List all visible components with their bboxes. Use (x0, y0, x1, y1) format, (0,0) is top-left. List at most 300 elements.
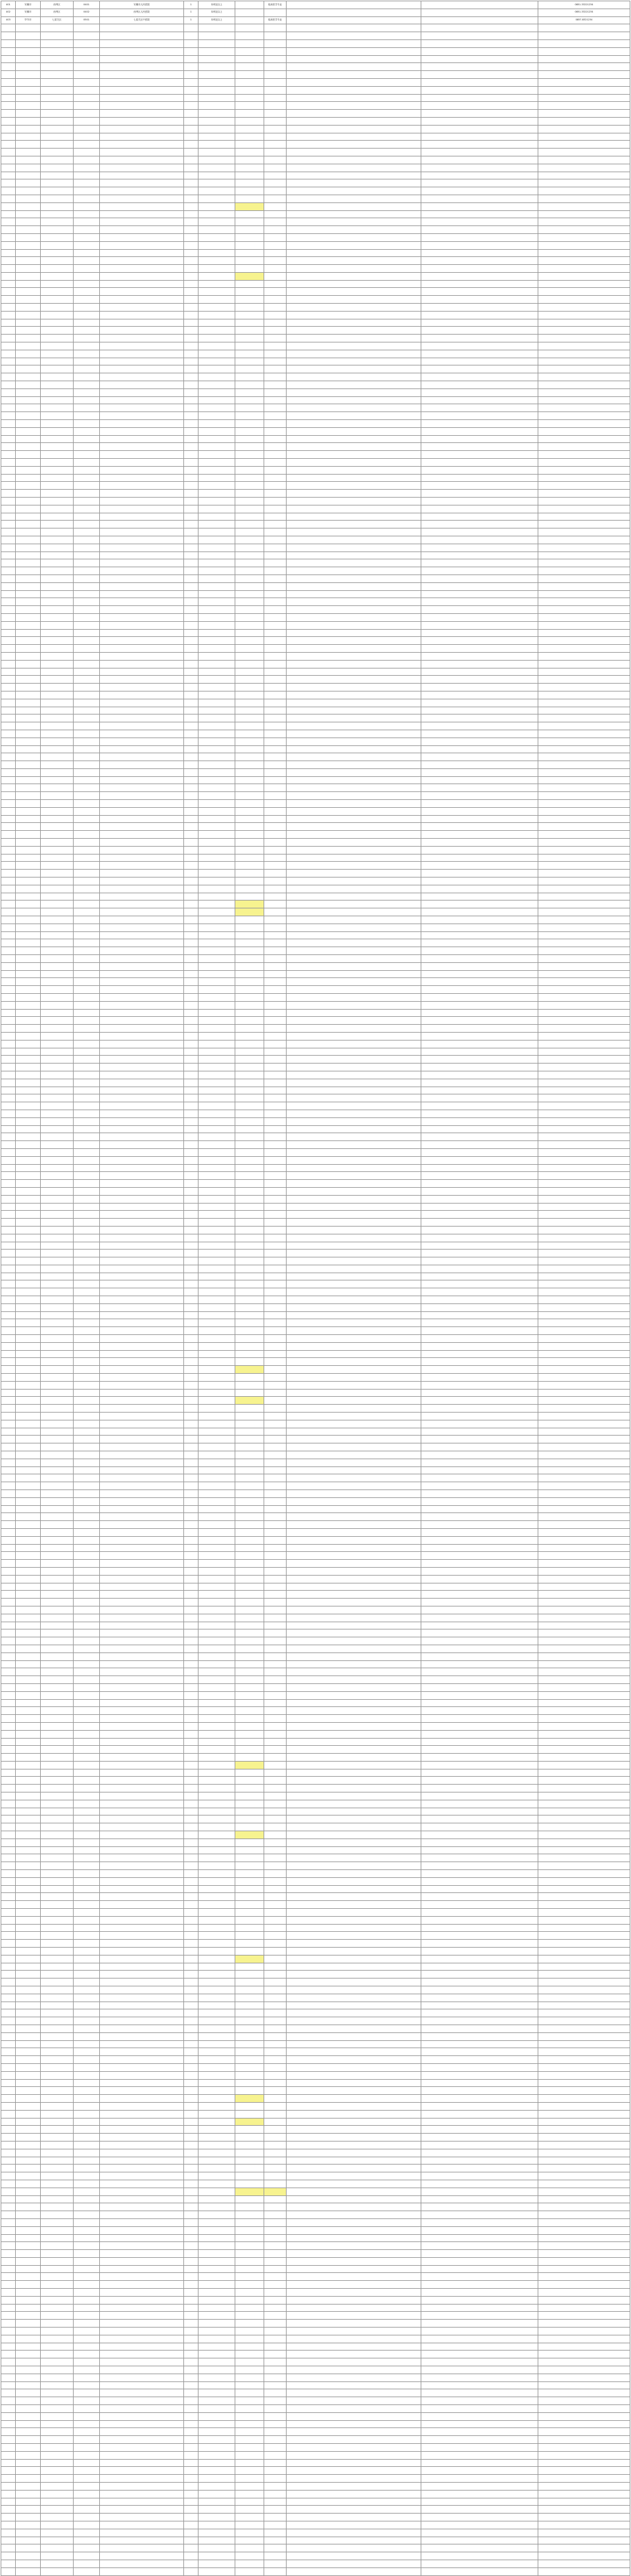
cell-count (184, 1025, 199, 1033)
cell-major (264, 218, 287, 226)
cell-other (287, 2257, 421, 2265)
cell-unit (100, 699, 184, 707)
cell-phone (538, 2087, 630, 2095)
cell-county (41, 474, 74, 482)
cell-code (74, 1606, 100, 1614)
table-row (1, 2087, 630, 2095)
cell-code (74, 296, 100, 304)
cell-degree (235, 1335, 264, 1343)
cell-unit (100, 2537, 184, 2544)
cell-notes (421, 606, 538, 614)
cell-city (16, 63, 41, 71)
cell-education (199, 684, 235, 691)
cell-code (74, 1187, 100, 1195)
cell-unit (100, 2374, 184, 2381)
cell-no (1, 1187, 16, 1195)
cell-other (287, 1505, 421, 1513)
cell-notes (421, 621, 538, 629)
table-row (1, 1629, 630, 1637)
cell-city (16, 296, 41, 304)
cell-unit (100, 1854, 184, 1862)
cell-code (74, 768, 100, 776)
cell-county (41, 862, 74, 870)
cell-major (264, 1676, 287, 1684)
cell-major (264, 1754, 287, 1762)
cell-unit (100, 2203, 184, 2211)
cell-major (264, 559, 287, 567)
cell-degree (235, 567, 264, 575)
cell-education (199, 1459, 235, 1466)
cell-count (184, 1536, 199, 1544)
cell-county (41, 2110, 74, 2118)
cell-other (287, 16, 421, 24)
cell-phone (538, 1637, 630, 1645)
cell-phone (538, 1288, 630, 1296)
cell-other (287, 1226, 421, 1234)
cell-education (199, 2203, 235, 2211)
cell-phone (538, 1195, 630, 1203)
cell-unit (100, 156, 184, 164)
cell-no (1, 1986, 16, 1994)
cell-major (264, 2242, 287, 2250)
cell-city (16, 2211, 41, 2219)
cell-other (287, 1466, 421, 1474)
cell-major (264, 498, 287, 505)
cell-phone (538, 2514, 630, 2521)
cell-education (199, 1746, 235, 1754)
cell-degree (235, 1327, 264, 1335)
cell-county (41, 1242, 74, 1250)
cell-degree (235, 2397, 264, 2405)
cell-county (41, 1544, 74, 1552)
cell-other (287, 551, 421, 559)
cell-degree (235, 2514, 264, 2521)
table-row (1, 831, 630, 839)
table-row (1, 1482, 630, 1490)
cell-count (184, 1211, 199, 1219)
cell-notes (421, 1056, 538, 1064)
cell-phone (538, 1250, 630, 1257)
cell-notes (421, 272, 538, 280)
cell-count (184, 994, 199, 1002)
cell-major (264, 1257, 287, 1265)
cell-count (184, 1319, 199, 1327)
cell-major (264, 133, 287, 141)
cell-notes (421, 761, 538, 769)
cell-major (264, 613, 287, 621)
cell-major (264, 1699, 287, 1707)
cell-count (184, 396, 199, 404)
cell-degree (235, 2056, 264, 2064)
cell-degree (235, 1296, 264, 1304)
cell-city (16, 831, 41, 839)
cell-county (41, 412, 74, 420)
cell-city (16, 691, 41, 699)
cell-other (287, 1808, 421, 1815)
cell-notes (421, 908, 538, 916)
cell-city (16, 249, 41, 257)
cell-county (41, 2273, 74, 2281)
cell-degree (235, 1591, 264, 1599)
table-row (1, 1405, 630, 1413)
cell-no (1, 187, 16, 195)
cell-city (16, 335, 41, 342)
cell-code (74, 637, 100, 645)
cell-degree (235, 846, 264, 854)
cell-county (41, 1056, 74, 1064)
table-row (1, 2149, 630, 2157)
cell-education (199, 1226, 235, 1234)
cell-major (264, 2451, 287, 2459)
cell-major (264, 1459, 287, 1466)
table-row (1, 172, 630, 179)
cell-education (199, 2141, 235, 2149)
cell-unit (100, 2250, 184, 2258)
cell-unit (100, 2506, 184, 2514)
cell-no (1, 1924, 16, 1932)
table-row (1, 2165, 630, 2172)
cell-degree (235, 9, 264, 16)
cell-notes (421, 1017, 538, 1025)
cell-city (16, 2218, 41, 2226)
cell-notes (421, 684, 538, 691)
cell-code (74, 2141, 100, 2149)
cell-no (1, 2506, 16, 2514)
cell-major (264, 1381, 287, 1389)
cell-no (1, 1342, 16, 1350)
cell-county (41, 893, 74, 901)
cell-notes (421, 435, 538, 443)
cell-degree (235, 94, 264, 102)
cell-code (74, 304, 100, 312)
spreadsheet-table (1, 1, 630, 2576)
cell-no (1, 2211, 16, 2219)
cell-degree (235, 2343, 264, 2351)
cell-degree (235, 412, 264, 420)
cell-county (41, 78, 74, 86)
table-row (1, 2320, 630, 2328)
cell-unit (100, 1040, 184, 1048)
cell-count (184, 1164, 199, 1172)
cell-code (74, 149, 100, 156)
table-row (1, 1366, 630, 1374)
cell-unit (100, 2296, 184, 2304)
cell-count (184, 1606, 199, 1614)
cell-degree (235, 1397, 264, 1405)
table-row (1, 1001, 630, 1009)
cell-code (74, 1963, 100, 1971)
cell-other (287, 1575, 421, 1583)
cell-other (287, 901, 421, 908)
cell-city (16, 994, 41, 1002)
cell-education (199, 668, 235, 676)
cell-unit (100, 435, 184, 443)
cell-degree (235, 2296, 264, 2304)
cell-city (16, 1800, 41, 1808)
cell-no (1, 2328, 16, 2335)
cell-no (1, 1056, 16, 1064)
cell-degree (235, 1746, 264, 1754)
cell-code (74, 358, 100, 365)
cell-count (184, 335, 199, 342)
cell-county (41, 1087, 74, 1094)
cell-phone (538, 714, 630, 722)
cell-no (1, 2358, 16, 2366)
cell-education (199, 110, 235, 118)
cell-no (1, 1622, 16, 1629)
cell-city (16, 2017, 41, 2025)
cell-count (184, 613, 199, 621)
table-row (1, 792, 630, 800)
cell-code (74, 885, 100, 893)
table-row (1, 1048, 630, 1056)
cell-code (74, 714, 100, 722)
cell-other (287, 908, 421, 916)
cell-education: 本科及以上 (199, 9, 235, 16)
cell-major (264, 233, 287, 241)
cell-phone (538, 1180, 630, 1188)
cell-county (41, 1715, 74, 1723)
cell-code (74, 2514, 100, 2521)
table-row (1, 1948, 630, 1955)
cell-phone (538, 2397, 630, 2405)
cell-major (264, 1071, 287, 1079)
table-row (1, 2257, 630, 2265)
cell-county (41, 2118, 74, 2126)
cell-unit (100, 1443, 184, 1451)
cell-phone (538, 2048, 630, 2056)
cell-education (199, 800, 235, 808)
cell-county (41, 296, 74, 304)
cell-other (287, 2048, 421, 2056)
cell-notes (421, 1242, 538, 1250)
cell-county (41, 2498, 74, 2506)
cell-education (199, 2195, 235, 2203)
cell-county (41, 916, 74, 924)
cell-phone (538, 39, 630, 47)
cell-unit (100, 574, 184, 582)
cell-notes (421, 823, 538, 831)
table-row (1, 482, 630, 490)
cell-other (287, 621, 421, 629)
cell-unit (100, 1350, 184, 1358)
cell-county (41, 482, 74, 490)
cell-degree (235, 149, 264, 156)
cell-count (184, 1079, 199, 1087)
cell-notes (421, 1652, 538, 1660)
cell-major (264, 2071, 287, 2079)
cell-other (287, 373, 421, 381)
cell-education (199, 2242, 235, 2250)
cell-unit (100, 2063, 184, 2071)
cell-unit (100, 233, 184, 241)
cell-county (41, 2351, 74, 2358)
cell-count (184, 1195, 199, 1203)
cell-count (184, 1017, 199, 1025)
table-row (1, 1133, 630, 1141)
cell-count (184, 110, 199, 118)
cell-no (1, 2242, 16, 2250)
cell-city (16, 2226, 41, 2234)
cell-phone (538, 1800, 630, 1808)
cell-degree (235, 2544, 264, 2552)
cell-no (1, 784, 16, 792)
cell-count (184, 544, 199, 551)
cell-major (264, 1513, 287, 1521)
cell-county (41, 2149, 74, 2157)
cell-city (16, 1877, 41, 1885)
cell-education (199, 133, 235, 141)
cell-degree (235, 1064, 264, 1071)
cell-degree (235, 1940, 264, 1948)
cell-other (287, 156, 421, 164)
cell-phone (538, 1583, 630, 1591)
cell-city (16, 1350, 41, 1358)
cell-education (199, 125, 235, 133)
cell-degree (235, 1428, 264, 1436)
cell-count (184, 2134, 199, 2142)
table-row (1, 427, 630, 435)
cell-code (74, 265, 100, 273)
cell-no (1, 1180, 16, 1188)
cell-major (264, 1560, 287, 1568)
cell-other (287, 1955, 421, 1963)
cell-major (264, 536, 287, 544)
cell-major (264, 1032, 287, 1040)
cell-count (184, 574, 199, 582)
cell-county (41, 1327, 74, 1335)
cell-unit (100, 55, 184, 63)
cell-degree (235, 1148, 264, 1156)
cell-unit (100, 1257, 184, 1265)
cell-notes (421, 1087, 538, 1094)
cell-code (74, 1303, 100, 1311)
cell-unit (100, 102, 184, 110)
cell-notes (421, 1482, 538, 1490)
cell-count (184, 1637, 199, 1645)
cell-notes (421, 1420, 538, 1428)
cell-other (287, 1924, 421, 1932)
cell-notes (421, 2149, 538, 2157)
cell-phone (538, 784, 630, 792)
cell-city (16, 574, 41, 582)
cell-degree (235, 924, 264, 931)
cell-code (74, 1366, 100, 1374)
cell-major (264, 2126, 287, 2134)
cell-code (74, 2056, 100, 2064)
cell-notes (421, 420, 538, 428)
cell-no (1, 2412, 16, 2420)
cell-count (184, 1226, 199, 1234)
cell-no (1, 2490, 16, 2498)
cell-major (264, 2328, 287, 2335)
cell-other (287, 1195, 421, 1203)
cell-county (41, 714, 74, 722)
cell-degree (235, 800, 264, 808)
table-row (1, 1730, 630, 1738)
cell-other (287, 536, 421, 544)
cell-phone (538, 133, 630, 141)
cell-county (41, 1932, 74, 1940)
cell-no (1, 2273, 16, 2281)
cell-county (41, 800, 74, 808)
cell-other (287, 1187, 421, 1195)
cell-unit (100, 1366, 184, 1374)
cell-county (41, 1102, 74, 1110)
cell-degree (235, 1079, 264, 1087)
cell-notes (421, 210, 538, 218)
cell-notes (421, 466, 538, 474)
cell-code (74, 544, 100, 551)
cell-notes (421, 1094, 538, 1102)
cell-education (199, 1187, 235, 1195)
cell-city (16, 2032, 41, 2040)
cell-unit (100, 2490, 184, 2498)
cell-code (74, 490, 100, 498)
cell-notes (421, 1079, 538, 1087)
cell-phone (538, 195, 630, 202)
cell-education (199, 195, 235, 202)
cell-major (264, 582, 287, 590)
cell-unit (100, 521, 184, 528)
cell-major (264, 2025, 287, 2032)
cell-code (74, 1490, 100, 1498)
table-row (1, 1327, 630, 1335)
cell-city (16, 1381, 41, 1389)
cell-major (264, 1117, 287, 1125)
cell-degree (235, 1785, 264, 1792)
cell-phone (538, 2475, 630, 2483)
cell-other (287, 1474, 421, 1482)
cell-notes (421, 47, 538, 55)
cell-unit (100, 1606, 184, 1614)
cell-other (287, 1707, 421, 1715)
cell-phone (538, 427, 630, 435)
cell-unit (100, 327, 184, 335)
cell-code (74, 412, 100, 420)
cell-no (1, 2366, 16, 2374)
cell-code (74, 831, 100, 839)
cell-other (287, 1715, 421, 1723)
cell-county (41, 1528, 74, 1536)
cell-notes (421, 202, 538, 210)
cell-count (184, 792, 199, 800)
cell-code (74, 2195, 100, 2203)
cell-unit (100, 2428, 184, 2436)
cell-count (184, 2172, 199, 2180)
cell-count (184, 2118, 199, 2126)
cell-count (184, 2250, 199, 2258)
cell-code (74, 2451, 100, 2459)
cell-degree (235, 117, 264, 125)
cell-no (1, 2320, 16, 2328)
cell-degree (235, 1948, 264, 1955)
cell-education (199, 1668, 235, 1676)
cell-phone (538, 1025, 630, 1033)
cell-major (264, 2343, 287, 2351)
cell-phone (538, 761, 630, 769)
cell-other (287, 1117, 421, 1125)
cell-other (287, 265, 421, 273)
cell-notes (421, 1335, 538, 1343)
cell-other (287, 1846, 421, 1854)
table-row (1, 2002, 630, 2009)
cell-code (74, 288, 100, 296)
cell-other (287, 2537, 421, 2544)
cell-no (1, 2257, 16, 2265)
cell-city (16, 1280, 41, 1288)
cell-degree (235, 1738, 264, 1746)
